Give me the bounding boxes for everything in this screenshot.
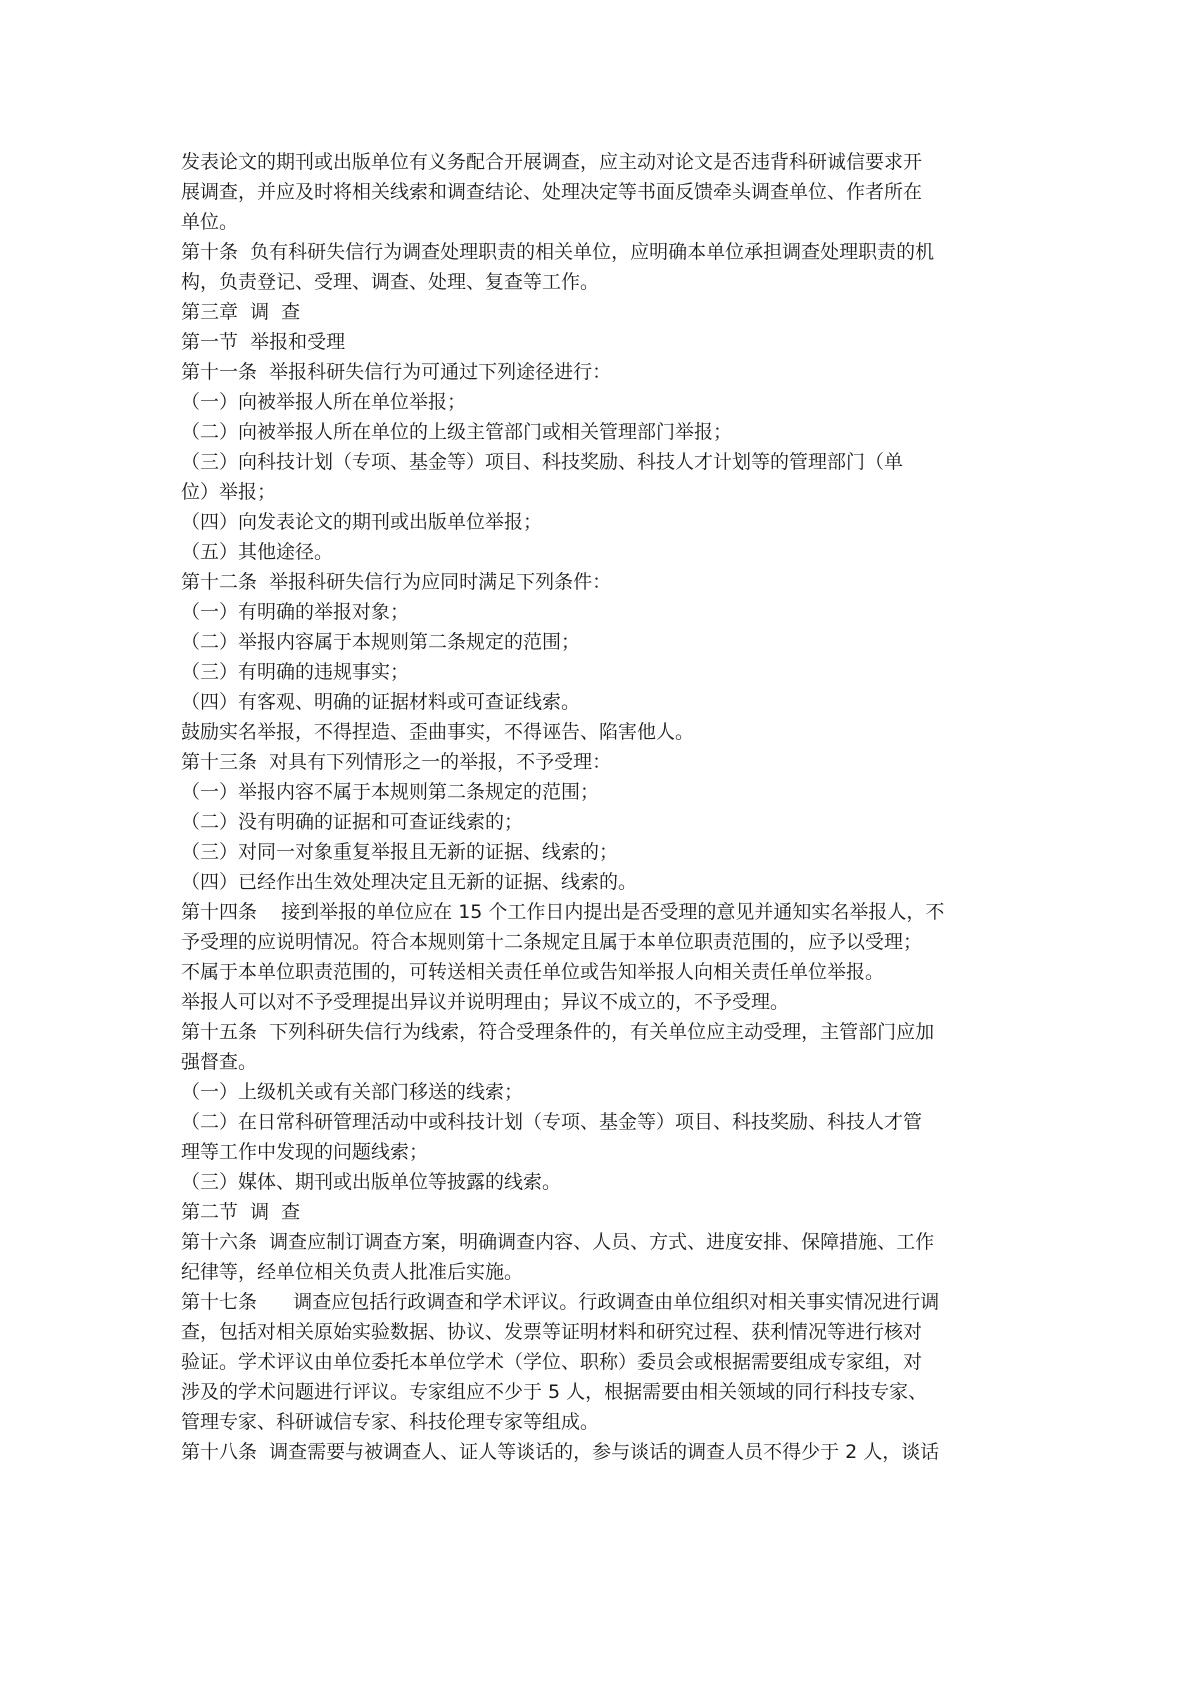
section-heading: 第二节 调 查 <box>181 1201 301 1223</box>
text-line: 查，包括对相关原始实验数据、协议、发票等证明材料和研究过程、获利情况等进行核对 <box>181 1321 923 1343</box>
text-line: 予受理的应说明情况。符合本规则第十二条规定且属于本单位职责范围的，应予以受理； <box>181 931 923 953</box>
article-15-line: 第十五条 下列科研失信行为线索，符合受理条件的，有关单位应主动受理，主管部门应加 <box>181 1021 935 1043</box>
article-12-line: 第十二条 举报科研失信行为应同时满足下列条件： <box>181 571 612 593</box>
list-item: （二）向被举报人所在单位的上级主管部门或相关管理部门举报； <box>181 421 733 443</box>
article-14-line: 第十四条 接到举报的单位应在 15 个工作日内提出是否受理的意见并通知实名举报人，不 <box>181 901 945 923</box>
text-line: 验证。学术评议由单位委托本单位学术（学位、职称）委员会或根据需要组成专家组，对 <box>181 1351 923 1373</box>
article-10-line: 第十条 负有科研失信行为调查处理职责的相关单位，应明确本单位承担调查处理职责的机 <box>181 241 935 263</box>
text-line: 位）举报； <box>181 481 277 503</box>
list-item: （一）有明确的举报对象； <box>181 601 410 623</box>
list-item: （四）已经作出生效处理决定且无新的证据、线索的。 <box>181 871 638 893</box>
document-body <box>181 147 1021 1467</box>
text-line: 发表论文的期刊或出版单位有义务配合开展调查，应主动对论文是否违背科研诚信要求开 <box>181 151 923 173</box>
list-item: （四）有客观、明确的证据材料或可查证线索。 <box>181 691 581 713</box>
list-item: （三）媒体、期刊或出版单位等披露的线索。 <box>181 1171 562 1193</box>
list-item: （三）向科技计划（专项、基金等）项目、科技奖励、科技人才计划等的管理部门（单 <box>181 451 904 473</box>
text-line: 构，负责登记、受理、调查、处理、复查等工作。 <box>181 271 600 293</box>
article-17-line: 第十七条 调查应包括行政调查和学术评议。行政调查由单位组织对相关事实情况进行调 <box>181 1291 940 1313</box>
text-line: 不属于本单位职责范围的，可转送相关责任单位或告知举报人向相关责任单位举报。 <box>181 961 885 983</box>
article-18-line: 第十八条 调查需要与被调查人、证人等谈话的，参与谈话的调查人员不得少于 2 人，谈话 <box>181 1441 940 1463</box>
chapter-heading: 第三章 调 查 <box>181 301 301 323</box>
list-item: （一）上级机关或有关部门移送的线索； <box>181 1081 524 1103</box>
text-line: 举报人可以对不予受理提出异议并说明理由；异议不成立的，不予受理。 <box>181 991 790 1013</box>
text-line: 展调查，并应及时将相关线索和调查结论、处理决定等书面反馈牵头调查单位、作者所在 <box>181 181 923 203</box>
section-heading: 第一节 举报和受理 <box>181 331 346 353</box>
list-item: （二）举报内容属于本规则第二条规定的范围； <box>181 631 581 653</box>
text-line: 单位。 <box>181 211 239 233</box>
list-item: （一）向被举报人所在单位举报； <box>181 391 467 413</box>
list-item: （四）向发表论文的期刊或出版单位举报； <box>181 511 543 533</box>
list-item: （五）其他途径。 <box>181 541 334 563</box>
article-16-line: 第十六条 调查应制订调查方案，明确调查内容、人员、方式、进度安排、保障措施、工作 <box>181 1231 935 1253</box>
text-line: 鼓励实名举报，不得捏造、歪曲事实，不得诬告、陷害他人。 <box>181 721 695 743</box>
article-13-line: 第十三条 对具有下列情形之一的举报，不予受理： <box>181 751 612 773</box>
list-item: （三）有明确的违规事实； <box>181 661 410 683</box>
article-11-line: 第十一条 举报科研失信行为可通过下列途径进行： <box>181 361 612 383</box>
text-line: 纪律等，经单位相关负责人批准后实施。 <box>181 1261 524 1283</box>
text-line: 强督查。 <box>181 1051 258 1073</box>
text-line: 管理专家、科研诚信专家、科技伦理专家等组成。 <box>181 1411 600 1433</box>
list-item: （二）没有明确的证据和可查证线索的； <box>181 811 524 833</box>
list-item: （三）对同一对象重复举报且无新的证据、线索的； <box>181 841 619 863</box>
list-item: （一）举报内容不属于本规则第二条规定的范围； <box>181 781 600 803</box>
list-item: （二）在日常科研管理活动中或科技计划（专项、基金等）项目、科技奖励、科技人才管 <box>181 1111 923 1133</box>
text-line: 理等工作中发现的问题线索； <box>181 1141 429 1163</box>
text-line: 涉及的学术问题进行评议。专家组应不少于 5 人，根据需要由相关领域的同行科技专家、 <box>181 1381 928 1403</box>
